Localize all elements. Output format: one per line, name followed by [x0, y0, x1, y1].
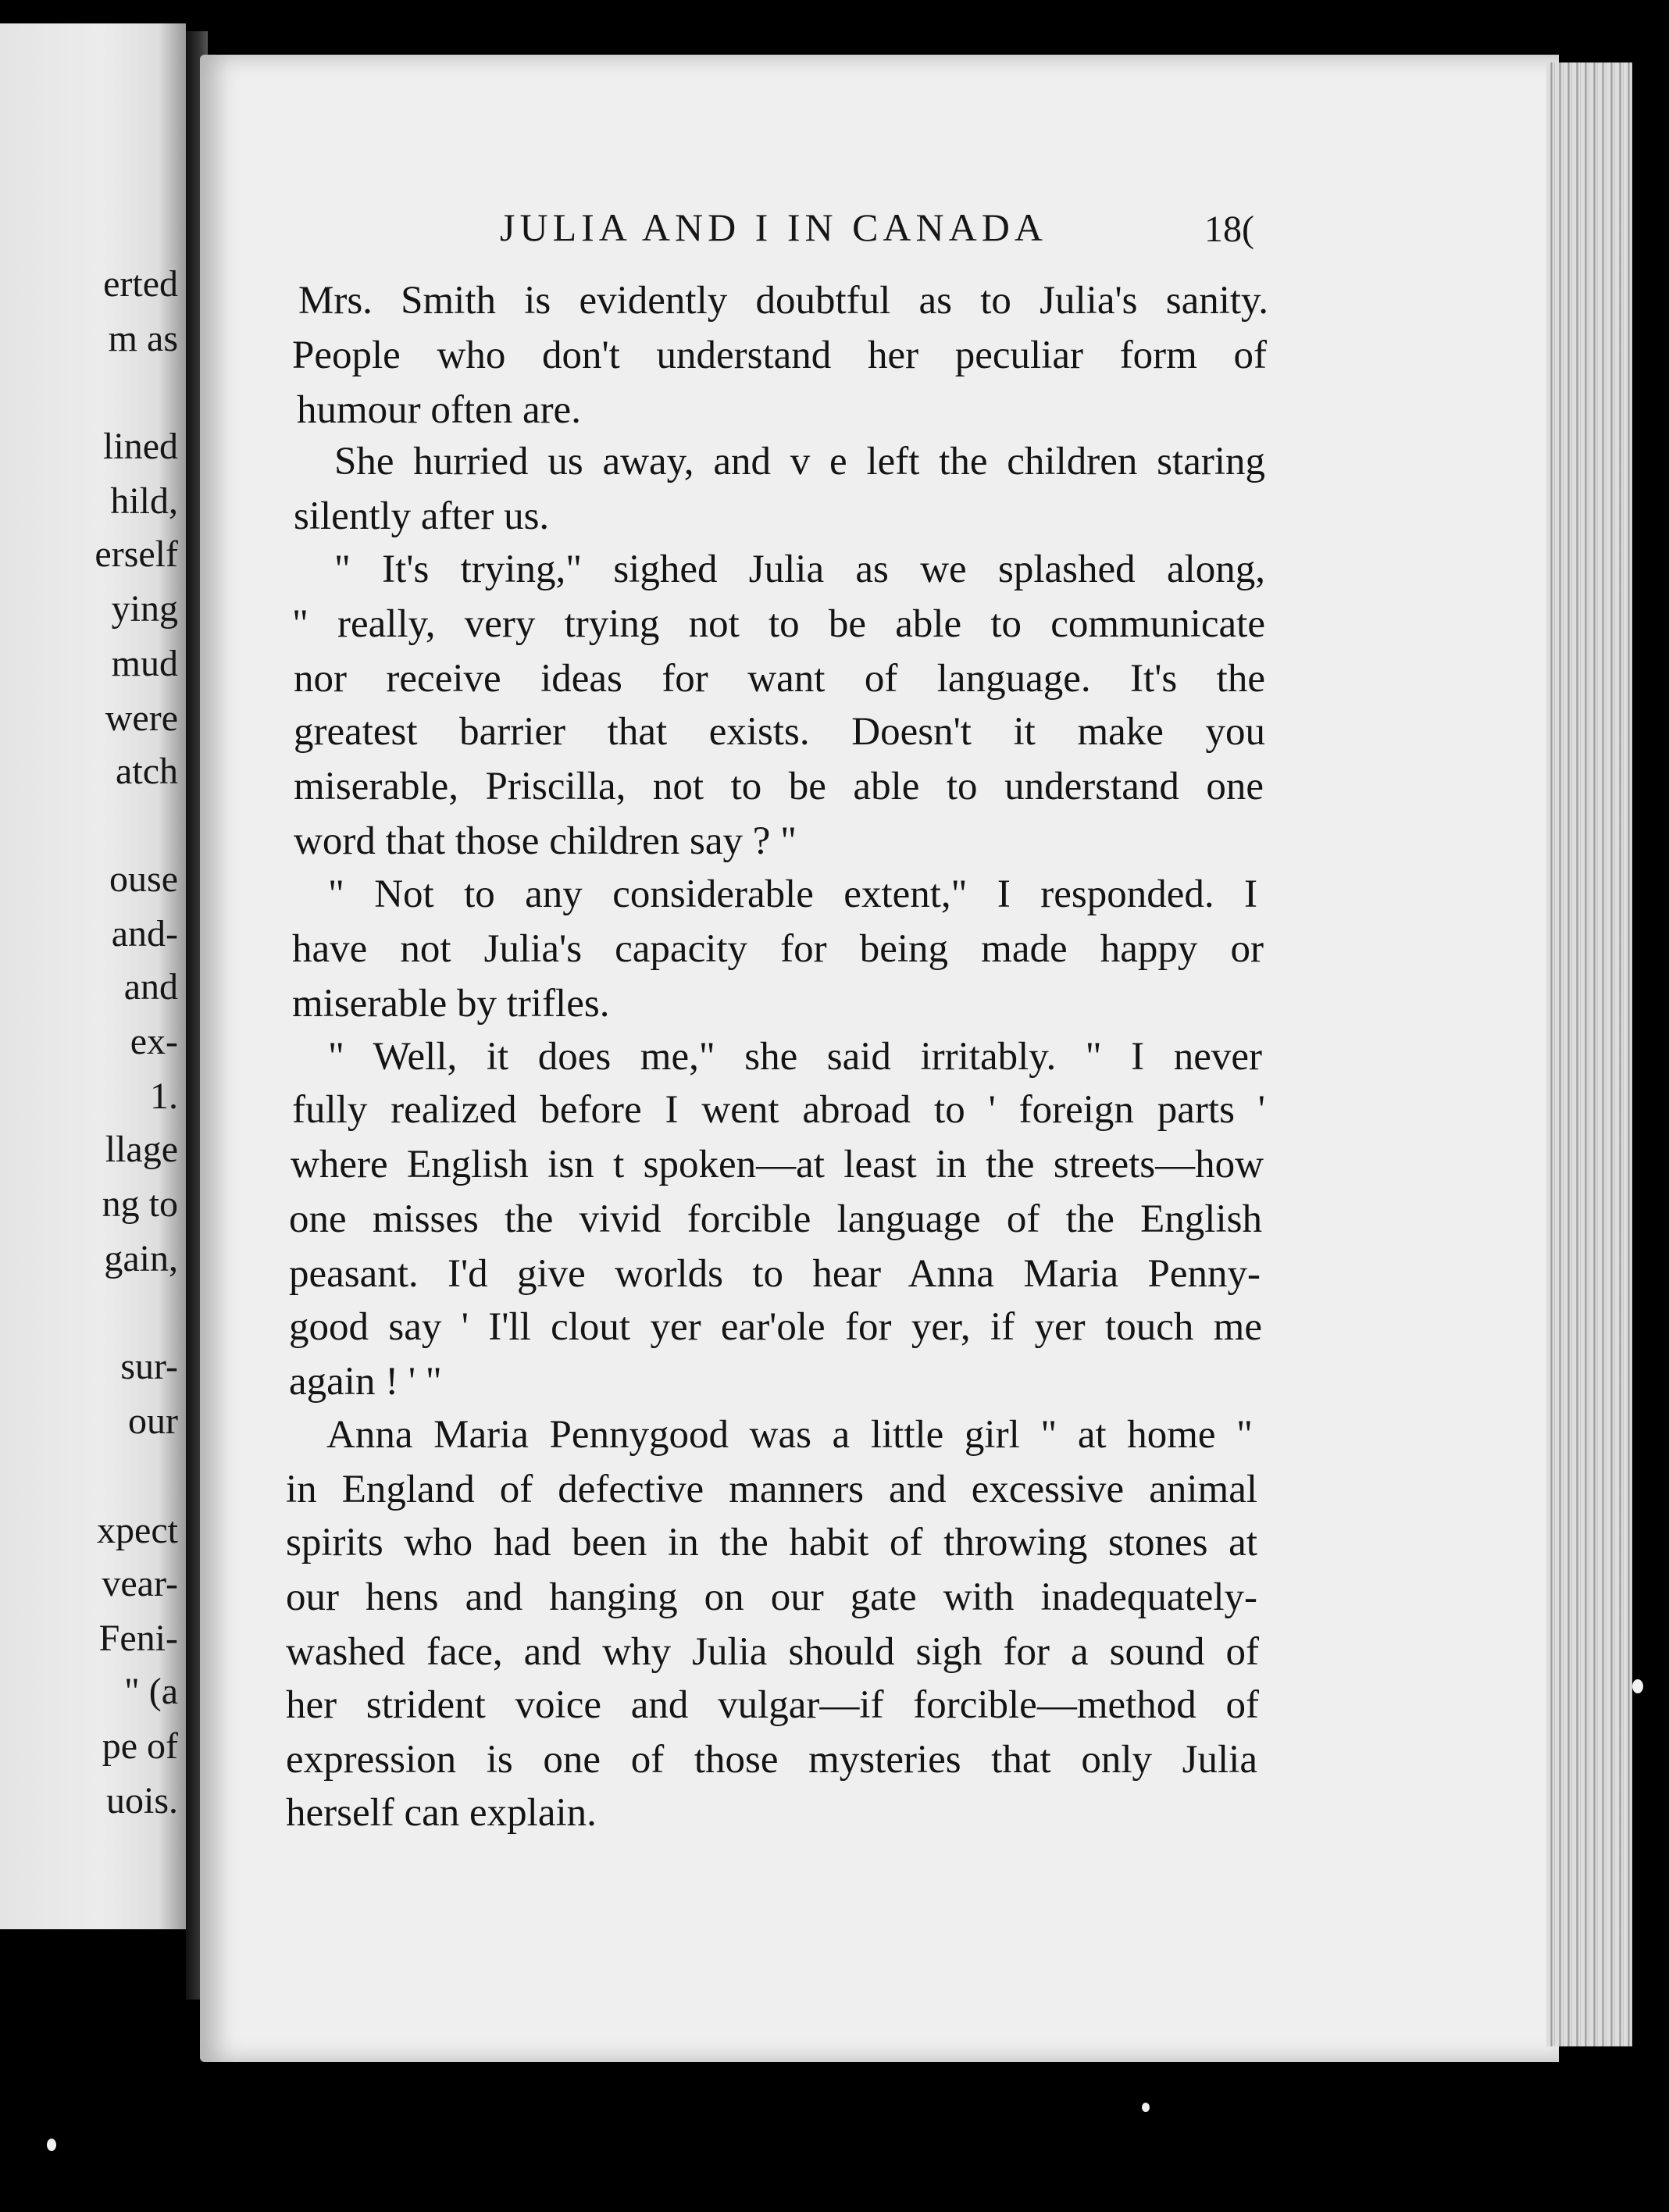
- body-line: People who don't understand her peculiar form of: [292, 334, 1267, 377]
- left-page-line: erted: [103, 263, 178, 305]
- dust-speck: [1632, 1679, 1643, 1693]
- body-line: She hurried us away, and v e left the children staring: [334, 440, 1265, 483]
- left-page-line: gain,: [104, 1238, 178, 1279]
- body-line: miserable, Priscilla, not to be able to understand one: [294, 765, 1264, 808]
- body-line: again ! ' ": [289, 1360, 442, 1404]
- body-line: Anna Maria Pennygood was a little girl " at home ": [326, 1413, 1253, 1457]
- body-line: spirits who had been in the habit of throwing stones at: [286, 1521, 1257, 1564]
- page-edges: [1546, 62, 1632, 2046]
- page-number: 18(: [1204, 209, 1254, 250]
- body-line: word that those children say ? ": [294, 819, 797, 863]
- body-line: have not Julia's capacity for being made happy or: [292, 927, 1264, 971]
- body-line: humour often are.: [297, 388, 581, 432]
- body-line: expression is one of those mysteries that only Julia: [286, 1738, 1257, 1782]
- body-line: washed face, and why Julia should sigh for a sound of: [286, 1630, 1259, 1674]
- body-line: good say ' I'll clout yer ear'ole for yer, if yer touch me: [289, 1305, 1262, 1349]
- left-page-line: mud: [111, 643, 178, 684]
- body-line: in England of defective manners and excessive animal: [286, 1468, 1257, 1511]
- body-line: " really, very trying not to be able to communicate: [292, 602, 1265, 646]
- body-line: greatest barrier that exists. Doesn't it make you: [294, 710, 1265, 754]
- body-line: miserable by trifles.: [292, 982, 610, 1026]
- left-page-line: llage: [105, 1129, 178, 1170]
- left-page-line: hild,: [110, 480, 178, 522]
- left-page-line: lined: [103, 426, 178, 467]
- left-page-line: ouse: [109, 858, 178, 900]
- body-line: " It's trying," sighed Julia as we splashed along,: [334, 548, 1265, 591]
- left-page-line: our: [128, 1400, 178, 1442]
- body-line: her strident voice and vulgar—if forcible—method of: [286, 1683, 1259, 1727]
- body-line: one misses the vivid forcible language of the English: [289, 1197, 1262, 1241]
- body-line: " Well, it does me," she said irritably. " I never: [328, 1035, 1262, 1079]
- body-line: peasant. I'd give worlds to hear Anna Maria Penny-: [289, 1252, 1261, 1296]
- body-line: herself can explain.: [286, 1791, 597, 1835]
- left-page-line: 1.: [150, 1076, 178, 1117]
- dust-speck: [1142, 2103, 1150, 2112]
- left-page-line: ex-: [130, 1021, 178, 1062]
- running-head: JULIA AND I IN CANADA: [500, 205, 1047, 249]
- body-line: where English isn t spoken—at least in the streets—how: [291, 1143, 1264, 1186]
- left-page-line: erself: [95, 533, 178, 575]
- left-page-line: pe of: [102, 1725, 178, 1767]
- left-page-fragment: [0, 23, 186, 1929]
- left-page-line: xpect: [97, 1510, 178, 1551]
- dust-speck: [47, 2139, 56, 2151]
- left-page-line: m as: [108, 318, 178, 359]
- left-page-line: vear-: [102, 1563, 178, 1604]
- left-page-line: and-: [111, 913, 178, 954]
- left-page-line: sur-: [120, 1346, 178, 1387]
- left-page-line: ying: [111, 588, 178, 630]
- left-page-line: were: [105, 697, 178, 739]
- body-line: nor receive ideas for want of language. It's the: [294, 657, 1265, 701]
- left-page-line: uois.: [105, 1780, 178, 1821]
- left-page-line: Feni-: [98, 1618, 178, 1659]
- left-page-line: ng to: [102, 1183, 178, 1225]
- body-line: Mrs. Smith is evidently doubtful as to Julia's sanity.: [298, 279, 1268, 323]
- left-page-line: atch: [116, 751, 178, 792]
- left-page-line: " (a: [124, 1671, 178, 1712]
- body-line: fully realized before I went abroad to ' foreign parts ': [292, 1088, 1265, 1132]
- body-line: our hens and hanging on our gate with inadequately-: [286, 1575, 1257, 1619]
- left-page-line: and: [123, 966, 178, 1008]
- body-line: silently after us.: [294, 494, 550, 538]
- body-line: " Not to any considerable extent," I responded. I: [328, 872, 1257, 916]
